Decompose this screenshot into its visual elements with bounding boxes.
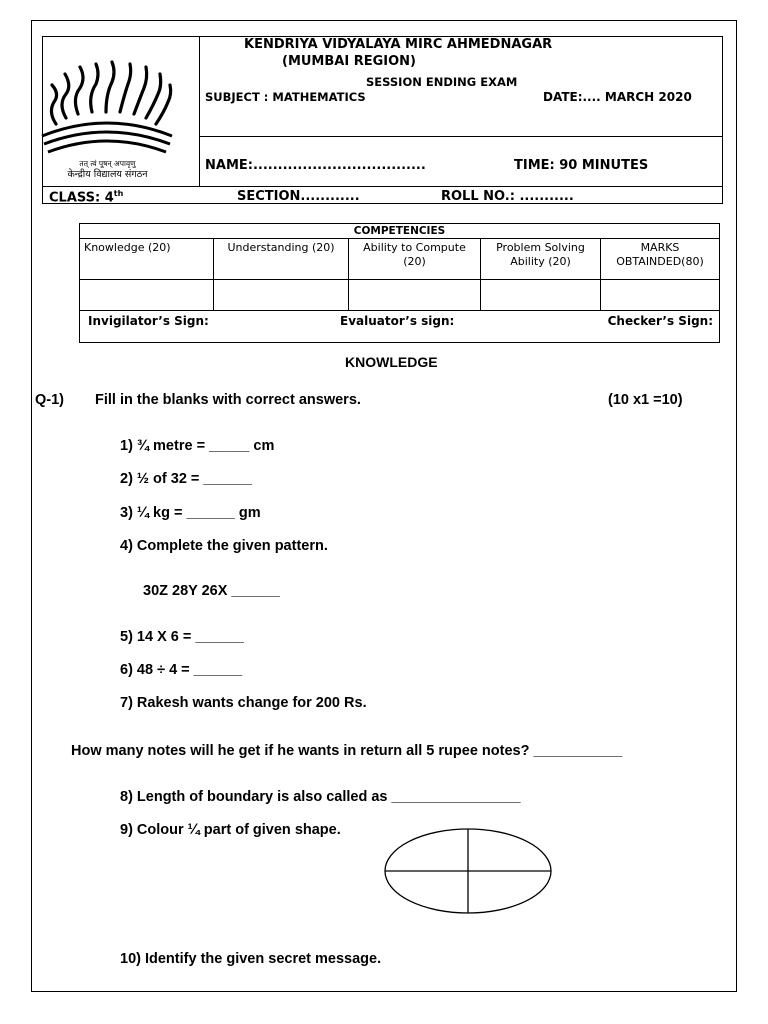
ellipse-quarters-icon	[382, 826, 554, 916]
col-ability-compute: Ability to Compute (20)	[349, 239, 481, 280]
section-title: KNOWLEDGE	[345, 354, 438, 370]
logo-motto: तत् त्वं पूषन् अपावृणु	[79, 159, 136, 168]
logo-caption	[30, 158, 185, 180]
question-marks: (10 x1 =10)	[608, 392, 683, 408]
time-label: TIME: 90 MINUTES	[514, 158, 649, 173]
item-5: 5) 14 X 6 = ______	[120, 629, 244, 645]
marks-cell-total	[601, 280, 720, 311]
pattern-sequence: 30Z 28Y 26X ______	[143, 583, 280, 599]
roll-number-field: ROLL NO.: ...........	[441, 189, 574, 204]
subject-label: SUBJECT : MATHEMATICS	[205, 90, 366, 104]
col-problem-solving: Problem Solving Ability (20)	[481, 239, 601, 280]
school-name: KENDRIYA VIDYALAYA MIRC AHMEDNAGAR	[244, 37, 553, 52]
region-name: (MUMBAI REGION)	[282, 54, 416, 69]
competencies-table	[79, 223, 720, 343]
exam-name: SESSION ENDING EXAM	[366, 75, 518, 89]
item-6: 6) 48 ÷ 4 = ______	[120, 662, 243, 678]
class-superscript: th	[113, 189, 124, 198]
invigilator-sign: Invigilator’s Sign:	[88, 314, 209, 328]
item-9: 9) Colour ¼ part of given shape.	[120, 822, 341, 838]
item-4: 4) Complete the given pattern.	[120, 538, 328, 554]
item-8: 8) Length of boundary is also called as ________________	[120, 789, 521, 805]
col-marks-obtained: MARKS OBTAINDED(80)	[601, 239, 720, 280]
header-divider-horizontal	[199, 136, 723, 137]
competencies-title: COMPETENCIES	[80, 224, 720, 239]
marks-cell-problem-solving	[481, 280, 601, 311]
question-number: Q-1)	[35, 392, 64, 408]
checker-sign: Checker’s Sign:	[607, 314, 713, 328]
marks-cell-understanding	[214, 280, 349, 311]
evaluator-sign: Evaluator’s sign:	[340, 314, 455, 328]
item-3: 3) ¼ kg = ______ gm	[120, 505, 261, 521]
marks-cell-knowledge	[80, 280, 214, 311]
header-divider-vertical	[199, 36, 200, 186]
item-2: 2) ½ of 32 = ______	[120, 471, 252, 487]
item-10: 10) Identify the given secret message.	[120, 951, 382, 967]
signature-row	[80, 311, 720, 343]
question-text: Fill in the blanks with correct answers.	[95, 392, 361, 408]
marks-cell-compute	[349, 280, 481, 311]
item-1: 1) ¾ metre = _____ cm	[120, 438, 275, 454]
item-7: 7) Rakesh wants change for 200 Rs.	[120, 695, 367, 711]
class-label: CLASS: 4th	[49, 189, 124, 206]
student-name-field: NAME:...................................	[205, 158, 426, 173]
col-understanding: Understanding (20)	[214, 239, 349, 280]
header-divider-class-row	[42, 186, 723, 187]
section-field: SECTION............	[237, 189, 360, 204]
item-7-followup: How many notes will he get if he wants in return all 5 rupee notes? ___________	[71, 743, 623, 759]
logo-org-name: केन्द्रीय विद्यालय संगठन	[67, 169, 148, 180]
col-knowledge: Knowledge (20)	[80, 239, 214, 280]
date-label: DATE:.... MARCH 2020	[543, 90, 692, 104]
